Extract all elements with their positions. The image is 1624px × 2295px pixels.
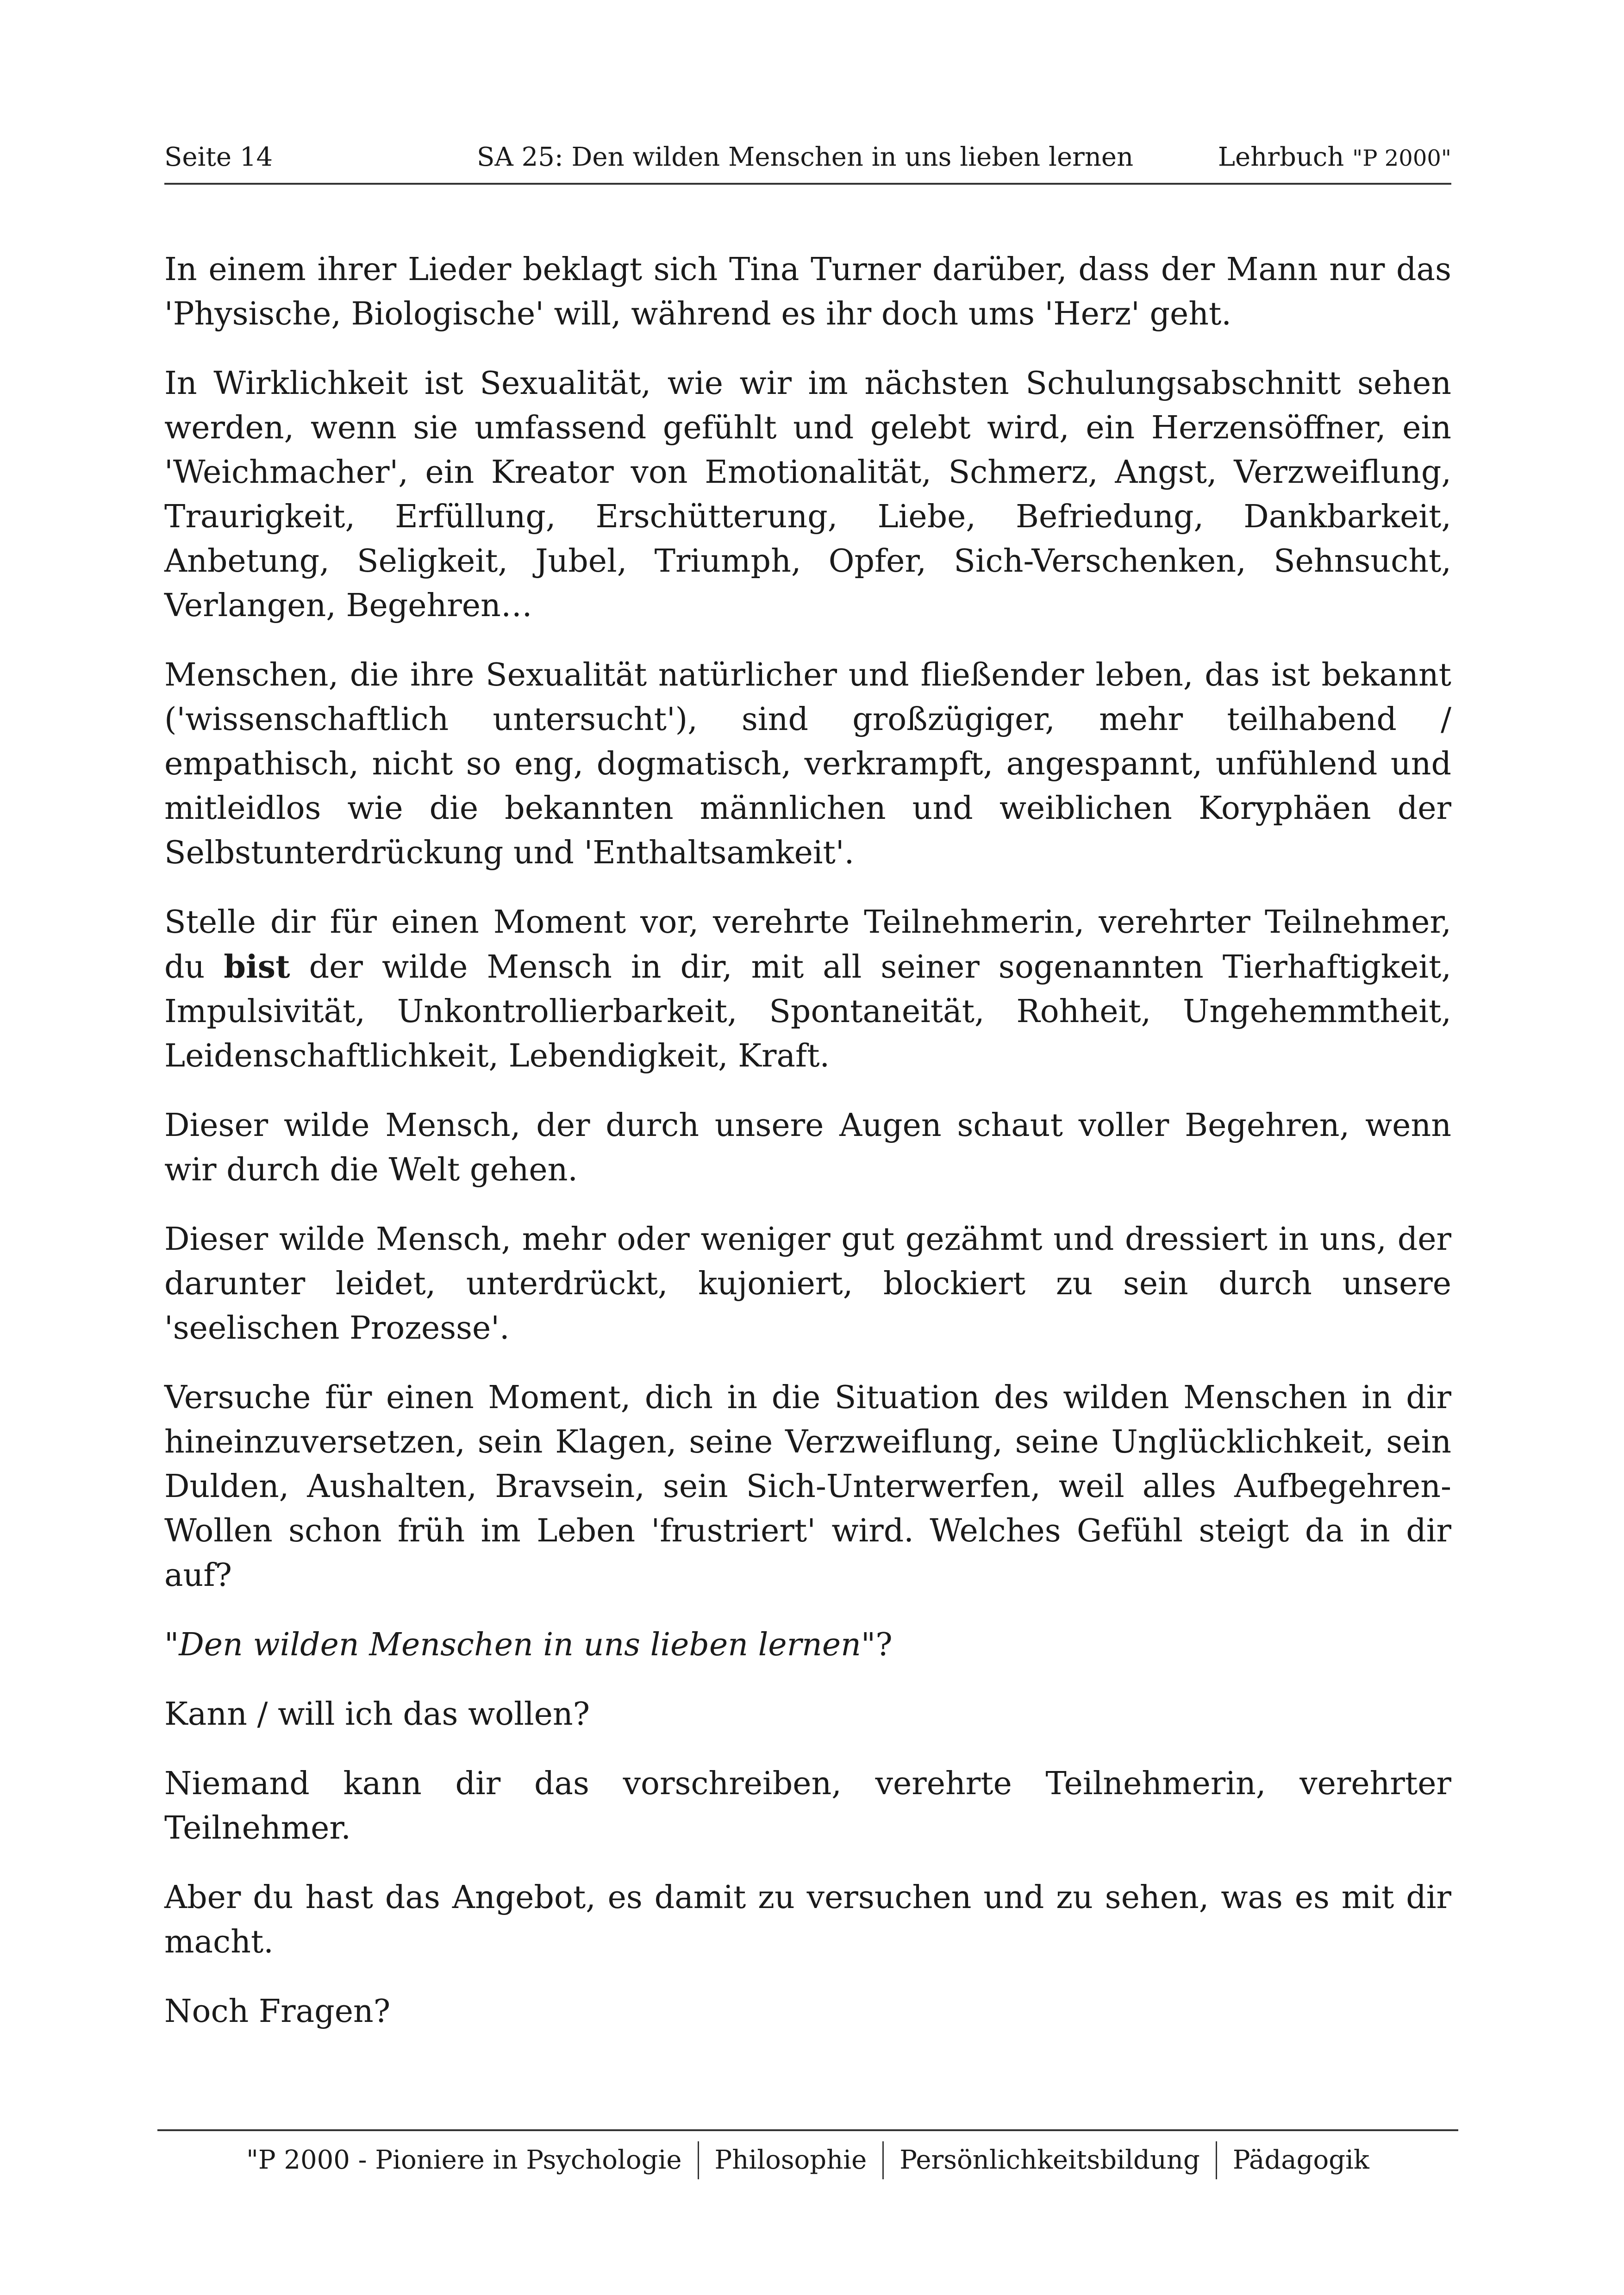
paragraph-1: In einem ihrer Lieder beklagt sich Tina Turner darüber, dass der Mann nur das 'Physische, Biologische' will, während es ihr doch ums 'Herz' geht. [164,251,1451,332]
page-footer [157,2129,1458,2181]
footer-item-personality: Persönlichkeitsbildung [899,2145,1200,2175]
footer-item-pioneers: "P 2000 - Pioniere in Psychologie [246,2145,682,2175]
paragraph-3: Menschen, die ihre Sexualität natürlicher und fließender leben, das ist bekannt ('wissenschaftlich untersucht'), sind großzügiger, mehr teilhabend / empathisch, nicht so eng, dogmatisch, verkrampft, angespannt, unfühlend und mitleidlos wie die bekannten männlichen und weiblichen Koryphäen der Selbstunterdrückung und 'Enthaltsamkeit'. [164,657,1451,871]
footer-item-pedagogy: Pädagogik [1232,2145,1369,2175]
book-title [1218,134,1451,181]
paragraph-4-start: Stelle dir für einen Moment vor, verehrte Teilnehmerin, verehrter Teilnehmer, du [164,904,1451,985]
paragraph-12: Noch Fragen? [164,1993,391,2030]
paragraph-6: Dieser wilde Mensch, mehr oder weniger gut gezähmt und dressiert in uns, der darunter leidet, unterdrückt, kujoniert, blockiert zu sein durch unsere 'seelischen Prozesse'. [164,1221,1451,1347]
paragraph-9: Kann / will ich das wollen? [164,1696,590,1733]
book-title-main: Lehrbuch [1218,142,1353,172]
paragraph-4 [164,900,1451,1079]
book-title-name: "P 2000" [1352,145,1451,171]
page-header [164,134,1451,185]
footer-row [157,2139,1458,2181]
quoted-title: "Den wilden Menschen in uns lieben lernen" [164,1627,876,1663]
paragraph-2: In Wirklichkeit ist Sexualität, wie wir im nächsten Schulungsabschnitt sehen werden, wenn sie umfassend gefühlt und gelebt wird, ein Herzensöffner, ein 'Weichmacher', ein Kreator von Emotionalität, Schmerz, Angst, Verzweiflung, Traurigkeit, Erfüllung, Erschütterung, Liebe, Befriedung, Dankbarkeit, Anbetung, Seligkeit, Jubel, Triumph, Opfer, Sich-Verschenken, Sehnsucht, Verlangen, Begehren… [164,365,1451,624]
footer-item-philosophy: Philosophie [714,2145,867,2175]
chapter-title: SA 25: Den wilden Menschen in uns lieben lernen [477,142,1134,172]
paragraph-8 [164,1623,1451,1667]
paragraph-7: Versuche für einen Moment, dich in die Situation des wilden Menschen in dir hineinzuversetzen, sein Klagen, seine Verzweiflung, seine Unglücklichkeit, sein Dulden, Aushalten, Bravsein, sein Sich-Unterwerfen, weil alles Aufbegehren-Wollen schon früh im Leben 'frustriert' wird. Welches Gefühl steigt da in dir auf? [164,1379,1451,1594]
paragraph-5: Dieser wilde Mensch, der durch unsere Augen schaut voller Begehren, wenn wir durch die Welt gehen. [164,1107,1451,1188]
paragraph-11: Aber du hast das Angebot, es damit zu versuchen und zu sehen, was es mit dir macht. [164,1879,1451,1960]
body-text [164,248,1451,2059]
paragraph-4-end: der wilde Mensch in dir, mit all seiner sogenannten Tierhaftigkeit, Impulsivität, Unkontrollierbarkeit, Spontaneität, Rohheit, Ungehemmtheit, Leidenschaftlichkeit, Lebendigkeit, Kraft. [164,949,1451,1074]
paragraph-10: Niemand kann dir das vorschreiben, verehrte Teilnehmerin, verehrter Teilnehmer. [164,1765,1451,1846]
page-number: Seite 14 [164,142,273,172]
question-mark: ? [875,1627,893,1663]
emphasis-bist: bist [224,948,290,985]
